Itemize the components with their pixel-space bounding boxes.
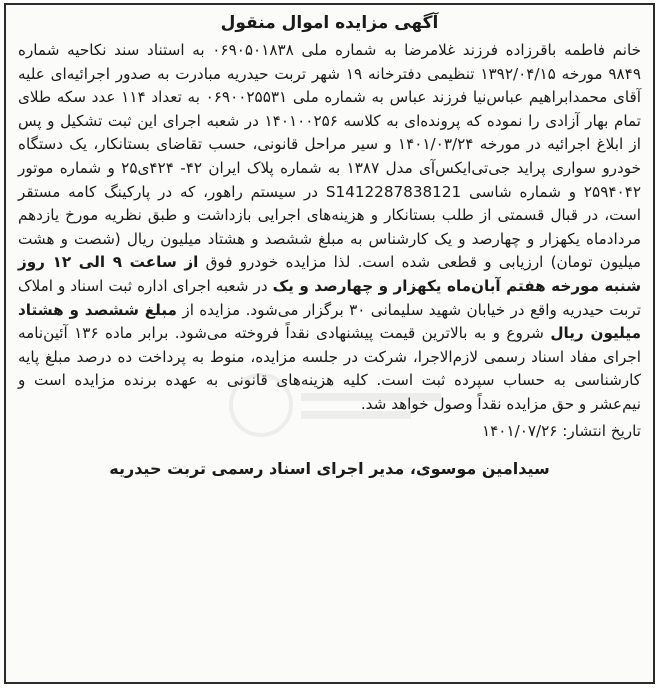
body-text-part-2: در شعبه اجرای اداره ثبت اسناد و املاک تربت حیدریه واقع در خیابان شهید سلیمانی ۳۰ برگزار می‌شود. مزایده از (18, 276, 642, 319)
body-text-part-1: خانم فاطمه باقرزاده فرزند غلامرضا به شماره ملی ۰۶۹۰۵۰۱۸۳۸ به استناد سند نکاحیه شماره ۹۸۴۹ مورخه ۱۳۹۲/۰۴/۱۵ تنظیمی دفترخانه ۱۹ شهر تربت حیدریه مبادرت به صدور اجرائیه‌ای علیه آقای محمدابراهیم عباس‌نیا فرزند عباس به شماره ملی ۰۶۹۰۰۲۵۵۳۱ به تعداد ۱۱۴ عدد سکه طلای تمام بهار آزادی را نموده که پرونده‌ای به کلاسه ۱۴۰۱۰۰۲۵۶ در شعبه اجرای این ثبت تشکیل و پس از ابلاغ اجرائیه در مورخه ۱۴۰۱/۰۳/۲۴ و سیر مراحل قانونی، حسب تقاضای بستانکار، یک دستگاه خودرو سواری پراید جی‌تی‌ایکس‌آی مدل ۱۳۸۷ به شماره پلاک ایران ۴۲- ۴۲۴ی۲۵ و شماره موتور ۲۵۹۴۰۴۲ و شماره شاسی S1412287838121 در سیستم راهور، که در پارکینگ کامه مستقر است، در قبال قسمتی از طلب بستانکار و هزینه‌های اجرایی بازداشت و طبق نظریه مورخ یازدهم مردادماه یکهزار و چهارصد و یک کارشناس به مبلغ ششصد و هشتاد میلیون ریال (شصت و هشت میلیون تومان) ارزیابی و قطعی شده است. لذا مزایده خودرو فوق (18, 41, 642, 272)
auction-time-bold: از ساعت ۹ الی ۱۲ روز شنبه مورخه هفتم آبان‌ماه یکهزار و چهارصد و یک (18, 253, 642, 295)
publish-date: تاریخ انتشار: ۱۴۰۱/۰۷/۲۶ (481, 421, 641, 440)
notice-frame (4, 3, 655, 684)
starting-price-bold: مبلغ ششصد و هشتاد میلیون ریال (18, 300, 641, 343)
signature-line: سیدامین موسوی، مدیر اجرای اسناد رسمی تربت حیدریه (109, 458, 550, 478)
notice-title: آگهی مزایده اموال منقول (220, 13, 439, 33)
body-text-part-3: شروع و به بالاترین قیمت پیشنهادی نقداً فروخته می‌شود. برابر ماده ۱۳۶ آئین‌نامه اجرای مفاد اسناد رسمی لازم‌الاجرا، شرکت در جلسه مزایده، منوط به پرداخت ده درصد مبلغ پایه کارشناسی به حساب سپرده ثبت است. کلیه هزینه‌های قانونی به عهده برنده مزایده است و نیم‌عشر و حق مزایده نقداً وصول خواهد شد. (18, 324, 641, 413)
notice-body (18, 39, 641, 417)
